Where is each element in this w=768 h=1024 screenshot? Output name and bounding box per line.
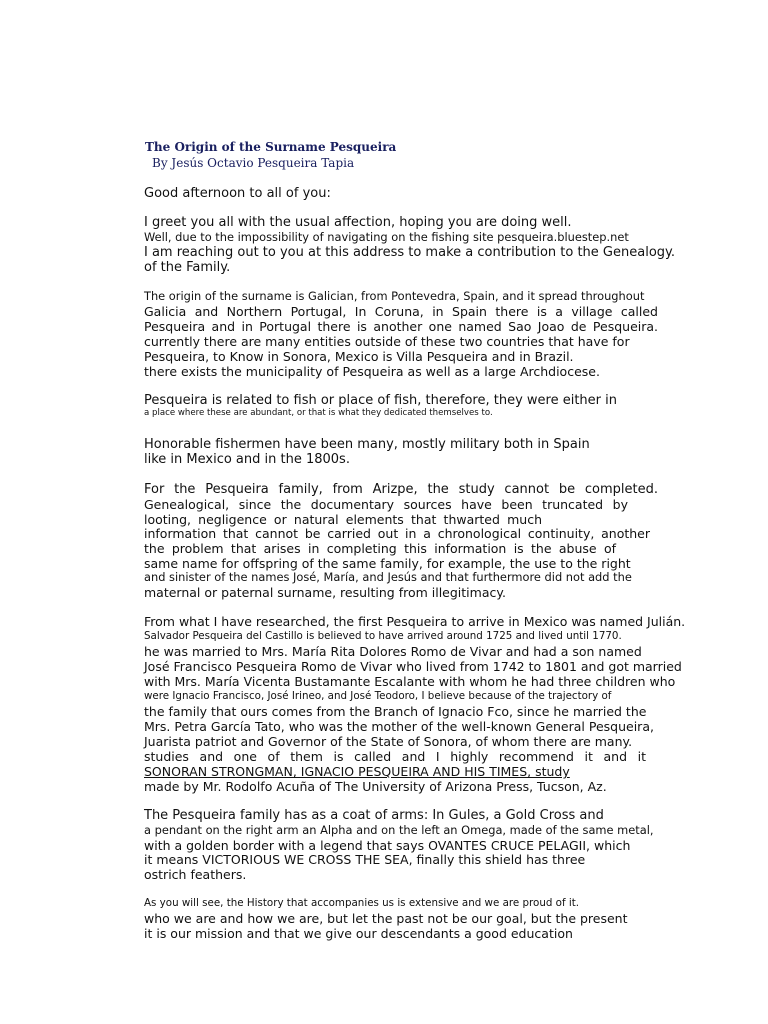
paragraph-line: of the Family. — [144, 260, 231, 275]
greeting: Good afternoon to all of you: — [144, 186, 331, 201]
paragraph-line: like in Mexico and in the 1800s. — [144, 452, 350, 467]
paragraph-line: who we are and how we are, but let the past not be our goal, but the present — [144, 911, 628, 926]
paragraph-line: Well, due to the impossibility of navigating on the fishing site pesqueira.bluestep.net — [144, 230, 629, 244]
paragraph-line: Juarista patriot and Governor of the State of Sonora, of whom there are many. — [144, 734, 633, 749]
paragraph-line: were Ignacio Francisco, José Irineo, and José Teodoro, I believe because of the trajectory of — [144, 690, 612, 702]
book-title-line: SONORAN STRONGMAN, IGNACIO PESQUEIRA AND HIS TIMES, study — [144, 764, 570, 779]
paragraph-line: there exists the municipality of Pesqueira as well as a large Archdiocese. — [144, 364, 600, 379]
paragraph-line: Genealogical, since the documentary sources have been truncated by — [144, 497, 628, 512]
paragraph-line: Pesqueira and in Portugal there is another one named Sao Joao de Pesqueira. — [144, 319, 658, 334]
paragraph-line: Salvador Pesqueira del Castillo is believed to have arrived around 1725 and lived until 1770. — [144, 630, 622, 642]
paragraph-line: looting, negligence or natural elements that thwarted much — [144, 512, 542, 527]
paragraph-line: a place where these are abundant, or that is what they dedicated themselves to. — [144, 408, 493, 418]
paragraph-line: he was married to Mrs. María Rita Dolores Romo de Vivar and had a son named — [144, 644, 642, 659]
paragraph-line: The Pesqueira family has as a coat of arms: In Gules, a Gold Cross and — [144, 808, 604, 823]
paragraph-line: For the Pesqueira family, from Arizpe, the study cannot be completed. — [144, 482, 658, 497]
paragraph-line: with Mrs. María Vicenta Bustamante Escalante with whom he had three children who — [144, 674, 676, 689]
paragraph-line: I am reaching out to you at this address to make a contribution to the Genealogy. — [144, 245, 675, 260]
paragraph-line: The origin of the surname is Galician, from Pontevedra, Spain, and it spread throughout — [144, 289, 645, 303]
paragraph-line: made by Mr. Rodolfo Acuña of The University of Arizona Press, Tucson, Az. — [144, 779, 607, 794]
paragraph-line: same name for offspring of the same family, for example, the use to the right — [144, 556, 631, 571]
paragraph-line: maternal or paternal surname, resulting from illegitimacy. — [144, 585, 506, 600]
paragraph-line: ostrich feathers. — [144, 867, 247, 882]
paragraph-line: From what I have researched, the first Pesqueira to arrive in Mexico was named Julián. — [144, 614, 686, 629]
paragraph-line: studies and one of them is called and I highly recommend it and it — [144, 749, 646, 764]
paragraph-line: Pesqueira is related to fish or place of fish, therefore, they were either in — [144, 393, 618, 408]
paragraph-line: I greet you all with the usual affection, hoping you are doing well. — [144, 215, 572, 230]
author-byline: By Jesús Octavio Pesqueira Tapia — [152, 156, 355, 170]
paragraph-line: and sinister of the names José, María, and Jesús and that furthermore did not add the — [144, 570, 632, 584]
paragraph-line: As you will see, the History that accompanies us is extensive and we are proud of it. — [144, 897, 580, 909]
paragraph-line: it is our mission and that we give our descendants a good education — [144, 926, 573, 941]
paragraph-line: with a golden border with a legend that says OVANTES CRUCE PELAGII, which — [144, 838, 631, 853]
paragraph-line: it means VICTORIOUS WE CROSS THE SEA, finally this shield has three — [144, 852, 586, 867]
paragraph-line: currently there are many entities outside of these two countries that have for — [144, 334, 630, 349]
paragraph-line: a pendant on the right arm an Alpha and on the left an Omega, made of the same metal, — [144, 823, 654, 837]
paragraph-line: the family that ours comes from the Branch of Ignacio Fco, since he married the — [144, 704, 647, 719]
paragraph-line: information that cannot be carried out in a chronological continuity, another — [144, 526, 650, 541]
paragraph-line: Pesqueira, to Know in Sonora, Mexico is Villa Pesqueira and in Brazil. — [144, 349, 574, 364]
paragraph-line: Honorable fishermen have been many, mostly military both in Spain — [144, 437, 590, 452]
paragraph-line: Galicia and Northern Portugal, In Coruna, in Spain there is a village called — [144, 304, 658, 319]
paragraph-line: the problem that arises in completing this information is the abuse of — [144, 541, 616, 556]
document-title: The Origin of the Surname Pesqueira — [145, 140, 397, 154]
paragraph-line: José Francisco Pesqueira Romo de Vivar who lived from 1742 to 1801 and got married — [144, 659, 682, 674]
paragraph-line: Mrs. Petra García Tato, who was the mother of the well-known General Pesqueira, — [144, 719, 654, 734]
